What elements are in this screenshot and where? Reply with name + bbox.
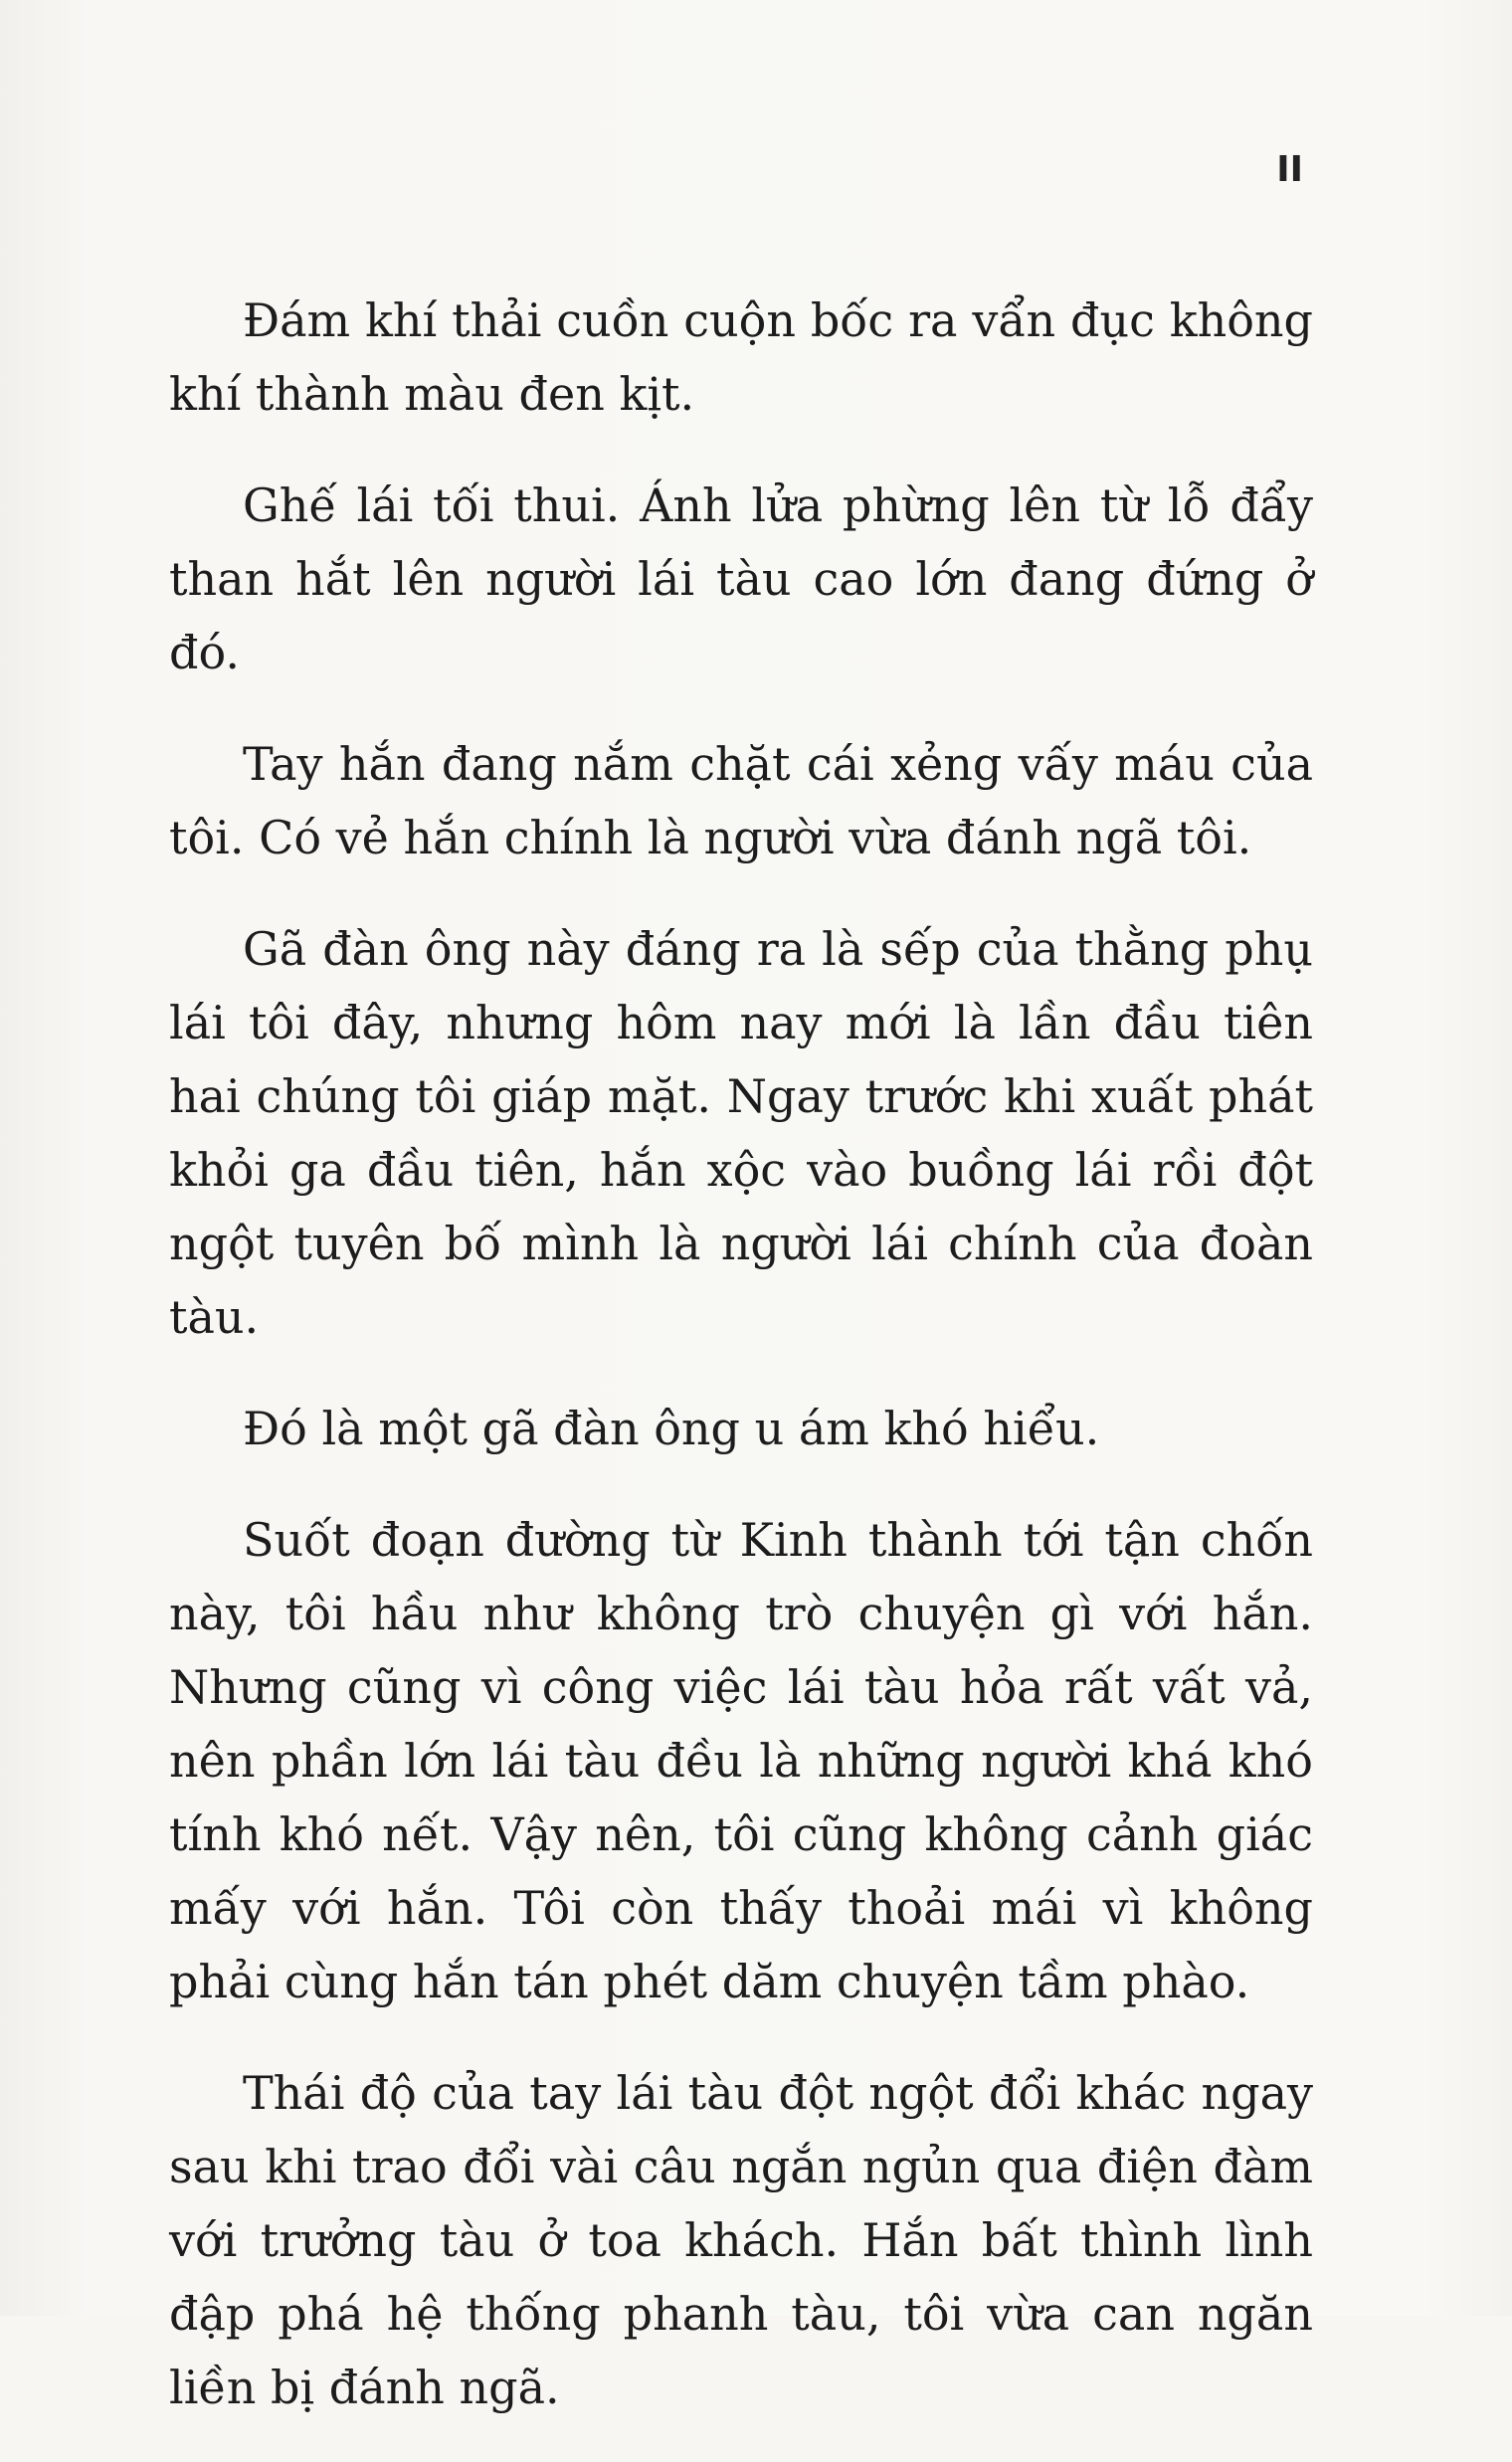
page-number: II [1276, 149, 1303, 190]
paragraph-6: Suốt đoạn đường từ Kinh thành tới tận chốn này, tôi hầu như không trò chuyện gì với hắn. Nhưng cũng vì công việc lái tàu hỏa rất vất vả, nên phần lớn lái tàu đều là những người khá khó tính khó nết. Vậy nên, tôi cũng không cảnh giác mấy với hắn. Tôi còn thấy thoải mái vì không phải cùng hắn tán phét dăm chuyện tầm phào. [169, 1513, 1313, 2008]
paragraph-3: Tay hắn đang nắm chặt cái xẻng vấy máu của tôi. Có vẻ hắn chính là người vừa đánh ngã tôi. [169, 737, 1313, 864]
paragraph-7: Thái độ của tay lái tàu đột ngột đổi khác ngay sau khi trao đổi vài câu ngắn ngủn qua điện đàm với trưởng tàu ở toa khách. Hắn bất thình lình đập phá hệ thống phanh tàu, tôi vừa can ngăn liền bị đánh ngã. [169, 2066, 1313, 2414]
body-text [169, 284, 1313, 2462]
paragraph-4: Gã đàn ông này đáng ra là sếp của thằng phụ lái tôi đây, nhưng hôm nay mới là lần đầu tiên hai chúng tôi giáp mặt. Ngay trước khi xuất phát khỏi ga đầu tiên, hắn xộc vào buồng lái rồi đột ngột tuyên bố mình là người lái chính của đoàn tàu. [169, 922, 1313, 1344]
paragraph-5: Đó là một gã đàn ông u ám khó hiểu. [243, 1402, 1100, 1455]
paragraph-2: Ghế lái tối thui. Ánh lửa phừng lên từ lỗ đẩy than hắt lên người lái tàu cao lớn đang đứng ở đó. [169, 478, 1313, 679]
paragraph-1: Đám khí thải cuồn cuộn bốc ra vẩn đục không khí thành màu đen kịt. [169, 293, 1313, 421]
